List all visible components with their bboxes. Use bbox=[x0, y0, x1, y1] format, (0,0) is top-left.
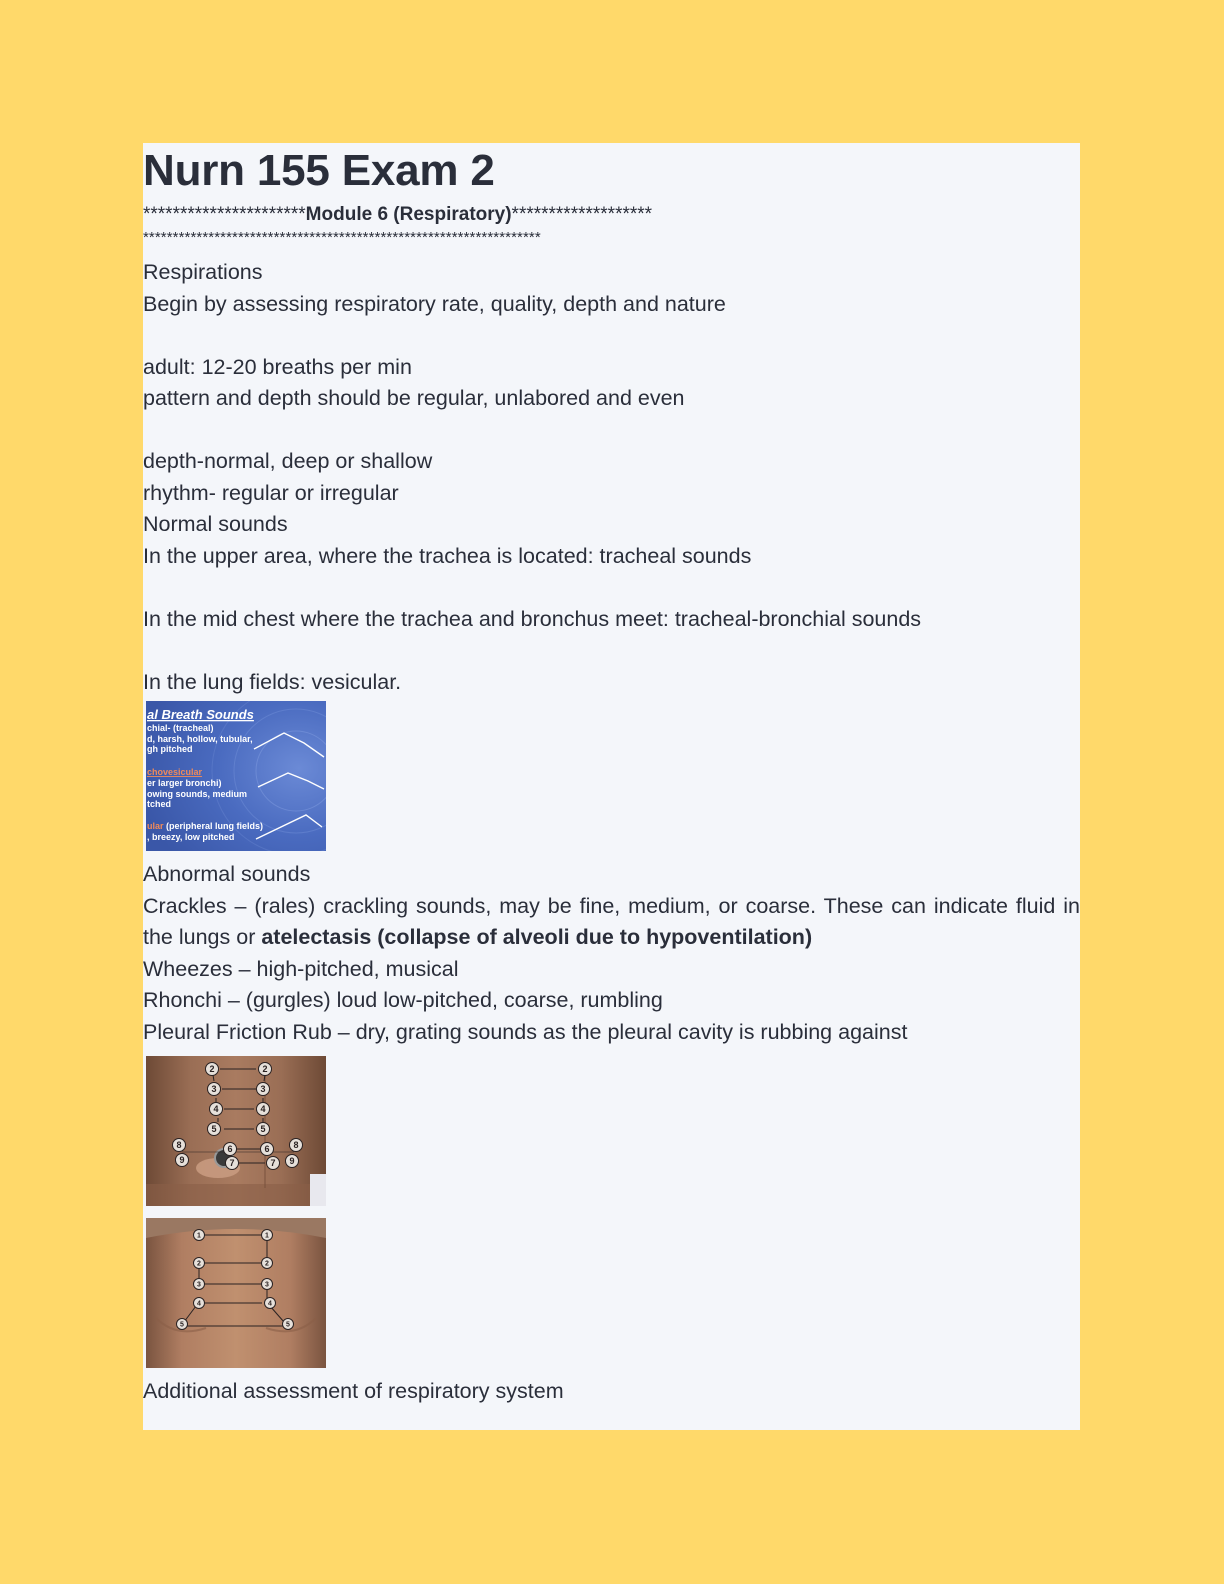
crackles-desc: Crackles – (rales) crackling sounds, may be fine, medium, or coarse. These can indicate fluid in the lungs or bbox=[143, 893, 1080, 949]
auscultation-marker-label: 3 bbox=[260, 1084, 266, 1095]
adult-rate-text: adult: 12-20 breaths per min bbox=[143, 354, 412, 379]
auscultation-marker-label: 8 bbox=[293, 1140, 299, 1151]
upper-area-text: In the upper area, where the trachea is located: tracheal sounds bbox=[143, 543, 752, 568]
auscultation-marker-label: 1 bbox=[197, 1232, 201, 1240]
slide-line-9: , breezy, low pitched bbox=[147, 832, 235, 842]
auscultation-marker-label: 4 bbox=[213, 1104, 219, 1115]
module-label: Module 6 (Respiratory) bbox=[305, 204, 512, 225]
auscultation-marker-label: 2 bbox=[262, 1064, 268, 1075]
slide-line-4: chovesicular bbox=[147, 767, 203, 777]
slide-line-2: d, harsh, hollow, tubular, bbox=[147, 734, 253, 744]
auscultation-marker-label: 6 bbox=[227, 1144, 233, 1155]
auscultation-marker-label: 4 bbox=[260, 1104, 266, 1115]
auscultation-marker-label: 3 bbox=[197, 1281, 201, 1289]
back-auscultation-image bbox=[146, 1056, 326, 1206]
rhythm-text: rhythm- regular or irregular bbox=[143, 480, 399, 505]
auscultation-marker-label: 7 bbox=[270, 1158, 276, 1169]
auscultation-marker-label: 4 bbox=[197, 1300, 201, 1308]
slide-heading: al Breath Sounds bbox=[147, 707, 254, 722]
auscultation-marker-label: 2 bbox=[209, 1064, 215, 1075]
stars-suffix: ******************* bbox=[511, 204, 653, 225]
auscultation-marker-label: 3 bbox=[211, 1084, 217, 1095]
breath-sounds-image bbox=[146, 701, 326, 851]
depth-text: depth-normal, deep or shallow bbox=[143, 449, 433, 473]
abnormal-section bbox=[143, 859, 1080, 1048]
slide-line-3: gh pitched bbox=[147, 744, 193, 754]
lung-fields-text: In the lung fields: vesicular. bbox=[143, 669, 402, 694]
auscultation-marker-label: 9 bbox=[179, 1155, 185, 1166]
auscultation-marker-label: 7 bbox=[229, 1158, 235, 1169]
slide-line-1: chial- (tracheal) bbox=[147, 723, 214, 733]
module-header bbox=[143, 203, 1080, 227]
auscultation-marker-label: 2 bbox=[265, 1260, 269, 1268]
mid-chest-text: In the mid chest where the trachea and bronchus meet: tracheal-bronchial sounds bbox=[143, 606, 922, 631]
auscultation-marker-label: 1 bbox=[265, 1232, 269, 1240]
begin-text: Begin by assessing respiratory rate, quality, depth and nature bbox=[143, 291, 726, 316]
additional-assessment-text: Additional assessment of respiratory system bbox=[143, 1379, 564, 1403]
front-auscultation-image bbox=[146, 1218, 326, 1368]
respirations-heading: Respirations bbox=[143, 260, 263, 284]
document-page bbox=[143, 143, 1080, 1430]
slide-line-5: er larger bronchi) bbox=[147, 778, 222, 788]
auscultation-marker-label: 2 bbox=[197, 1260, 201, 1268]
stars-divider: ******************************************************************* bbox=[143, 229, 541, 246]
crackles-text bbox=[143, 891, 1080, 954]
auscultation-marker-label: 5 bbox=[180, 1321, 184, 1329]
slide-line-8-label: ular bbox=[147, 821, 164, 831]
pattern-text: pattern and depth should be regular, unlabored and even bbox=[143, 386, 685, 410]
abnormal-sounds-heading: Abnormal sounds bbox=[143, 862, 311, 886]
rhonchi-text: Rhonchi – (gurgles) loud low-pitched, coarse, rumbling bbox=[143, 988, 663, 1012]
slide-line-8-text: (peripheral lung fields) bbox=[163, 821, 264, 831]
respirations-section bbox=[143, 257, 1080, 698]
slide-line-6: owing sounds, medium bbox=[147, 789, 248, 799]
atelectasis-text: atelectasis (collapse of alveoli due to hypoventilation) bbox=[261, 925, 813, 949]
pleural-rub-text: Pleural Friction Rub – dry, grating sounds as the pleural cavity is rubbing against bbox=[143, 1019, 908, 1044]
auscultation-marker-label: 4 bbox=[268, 1300, 272, 1308]
auscultation-marker-label: 5 bbox=[286, 1321, 290, 1329]
document-title: Nurn 155 Exam 2 bbox=[143, 146, 495, 195]
auscultation-marker-label: 3 bbox=[265, 1281, 269, 1289]
auscultation-marker-label: 6 bbox=[264, 1144, 270, 1155]
slide-line-8 bbox=[147, 821, 263, 831]
auscultation-marker-label: 5 bbox=[260, 1124, 266, 1135]
auscultation-marker-label: 8 bbox=[176, 1140, 182, 1151]
stars-prefix: ********************** bbox=[143, 204, 306, 225]
auscultation-marker-label: 5 bbox=[211, 1124, 217, 1135]
slide-line-7: tched bbox=[147, 799, 172, 809]
wheezes-text: Wheezes – high-pitched, musical bbox=[143, 956, 459, 981]
normal-sounds-heading: Normal sounds bbox=[143, 512, 288, 536]
auscultation-marker-label: 9 bbox=[289, 1156, 295, 1167]
